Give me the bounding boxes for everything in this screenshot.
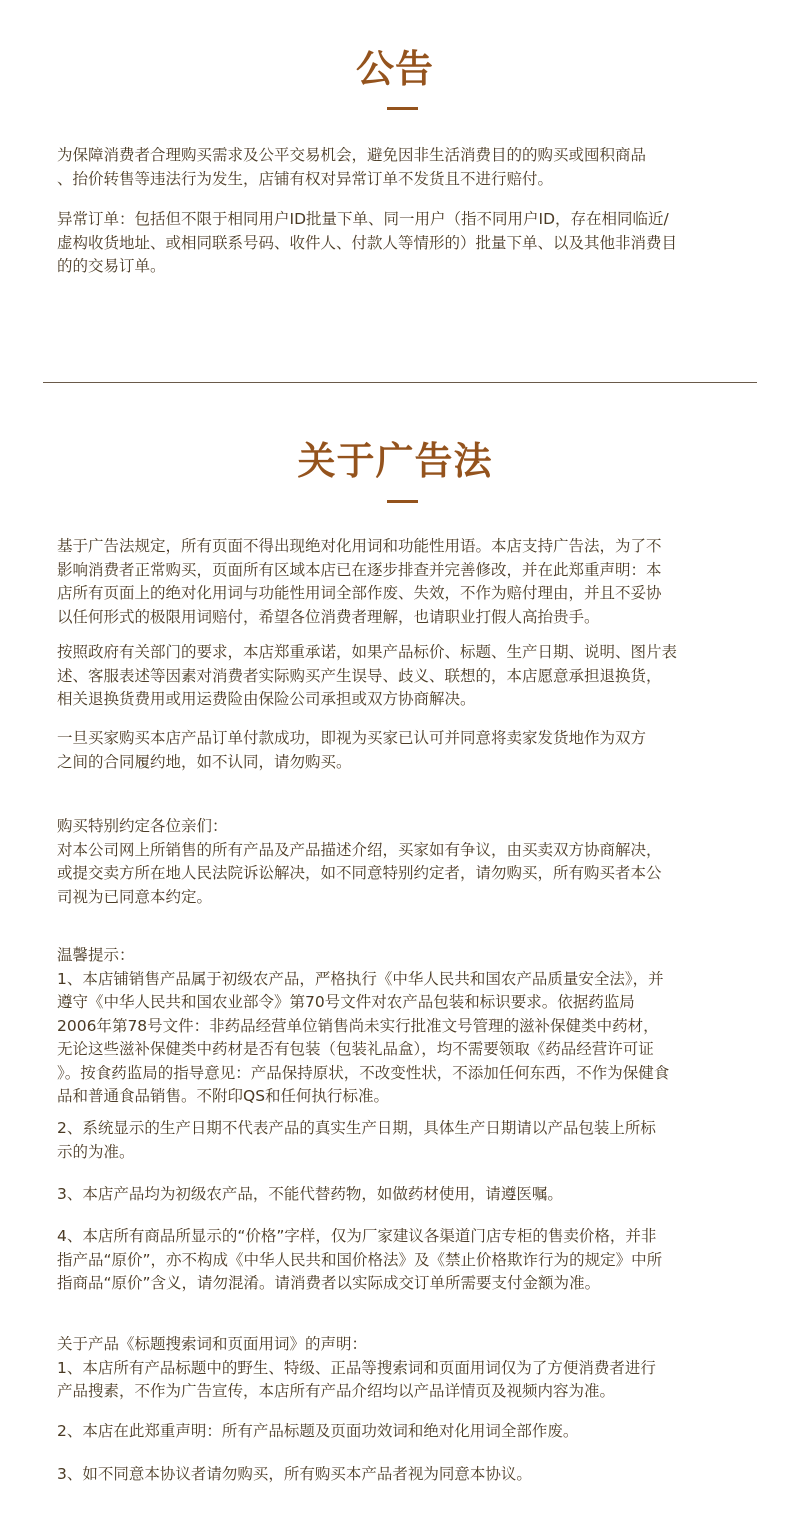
ad-law-title: 关于广告法 bbox=[297, 439, 493, 483]
special-agreement: 购买特别约定各位亲们： 对本公司网上所销售的所有产品及产品描述介绍，买家如有争议，由买卖双方协商解决， 或提交卖方所在地人民法院诉讼解决，如不同意特别约定者，请勿购买，所有购买者本公 司视为已同意本约定。 bbox=[57, 817, 662, 906]
title-words-statement: 关于产品《标题搜索词和页面用词》的声明： 1、本店所有产品标题中的野生、特级、正品等搜索词和页面用词仅为了方便消费者进行 产品搜素，不作为广告宣传，本店所有产品介绍均以产品详情页及视频内容为准。 bbox=[57, 1335, 656, 1400]
ad-law-title-underline bbox=[387, 500, 418, 503]
ad-law-paragraph-1: 基于广告法规定，所有页面不得出现绝对化用词和功能性用语。本店支持广告法，为了不 影响消费者正常购买，页面所有区域本店已在逐步排查并完善修改，并在此郑重声明：本 店所有页面上的绝对化用词与功能性用词全部作废、失效，不作为赔付理由，并且不妥协 以任何形式的极限用词赔付，希望各位消费者理解，也请职业打假人高抬贵手。 bbox=[57, 537, 662, 626]
tip-3: 3、本店产品均为初级农产品，不能代替药物，如做药材使用，请遵医嘱。 bbox=[57, 1185, 563, 1203]
notice-paragraph-1: 为保障消费者合理购买需求及公平交易机会，避免因非生活消费目的的购买或囤积商品 、抬价转售等违法行为发生，店铺有权对异常订单不发货且不进行赔付。 bbox=[57, 146, 647, 188]
notice-paragraph-2: 异常订单：包括但不限于相同用户ID批量下单、同一用户（指不同用户ID，存在相同临近/ 虚构收货地址、或相同联系号码、收件人、付款人等情形的）批量下单、以及其他非消费目 的的交易订单。 bbox=[57, 210, 678, 275]
section-divider bbox=[43, 382, 757, 383]
statement-2: 2、本店在此郑重声明：所有产品标题及页面功效词和绝对化用词全部作废。 bbox=[57, 1422, 579, 1440]
warm-tips: 温馨提示： 1、本店铺销售产品属于初级农产品，严格执行《中华人民共和国农产品质量安全法》，并 遵守《中华人民共和国农业部令》第70号文件对农产品包装和标识要求。依据药监局 2006年第78号文件：非药品经营单位销售尚未实行批准文号管理的滋补保健类中药材， 无论这些滋补保健类中药材是否有包装（包装礼品盒），均不需要领取《药品经营许可证 》。按食药监局的指导意见：产品保持原状，不改变性状，不添加任何东西，不作为保健食 品和普通食品销售。不附印QS和任何执行标准。 bbox=[57, 946, 670, 1105]
notice-title-underline bbox=[387, 107, 418, 110]
ad-law-paragraph-2: 按照政府有关部门的要求，本店郑重承诺，如果产品标价、标题、生产日期、说明、图片表 述、客服表述等因素对消费者实际购买产生误导、歧义、联想的，本店愿意承担退换货， 相关退换货费用或用运费险由保险公司承担或双方协商解决。 bbox=[57, 643, 678, 708]
statement-3: 3、如不同意本协议者请勿购买，所有购买本产品者视为同意本协议。 bbox=[57, 1465, 532, 1483]
tip-4: 4、本店所有商品所显示的“价格”字样，仅为厂家建议各渠道门店专柜的售卖价格，并非 指产品“原价”，亦不构成《中华人民共和国价格法》及《禁止价格欺诈行为的规定》中所 指商品“原价”含义，请勿混淆。请消费者以实际成交订单所需要支付金额为准。 bbox=[57, 1227, 663, 1292]
ad-law-paragraph-3: 一旦买家购买本店产品订单付款成功，即视为买家已认可并同意将卖家发货地作为双方 之间的合同履约地，如不认同，请勿购买。 bbox=[57, 729, 647, 771]
notice-title: 公告 bbox=[355, 47, 434, 91]
tip-2: 2、系统显示的生产日期不代表产品的真实生产日期，具体生产日期请以产品包装上所标 示的为准。 bbox=[57, 1119, 656, 1161]
